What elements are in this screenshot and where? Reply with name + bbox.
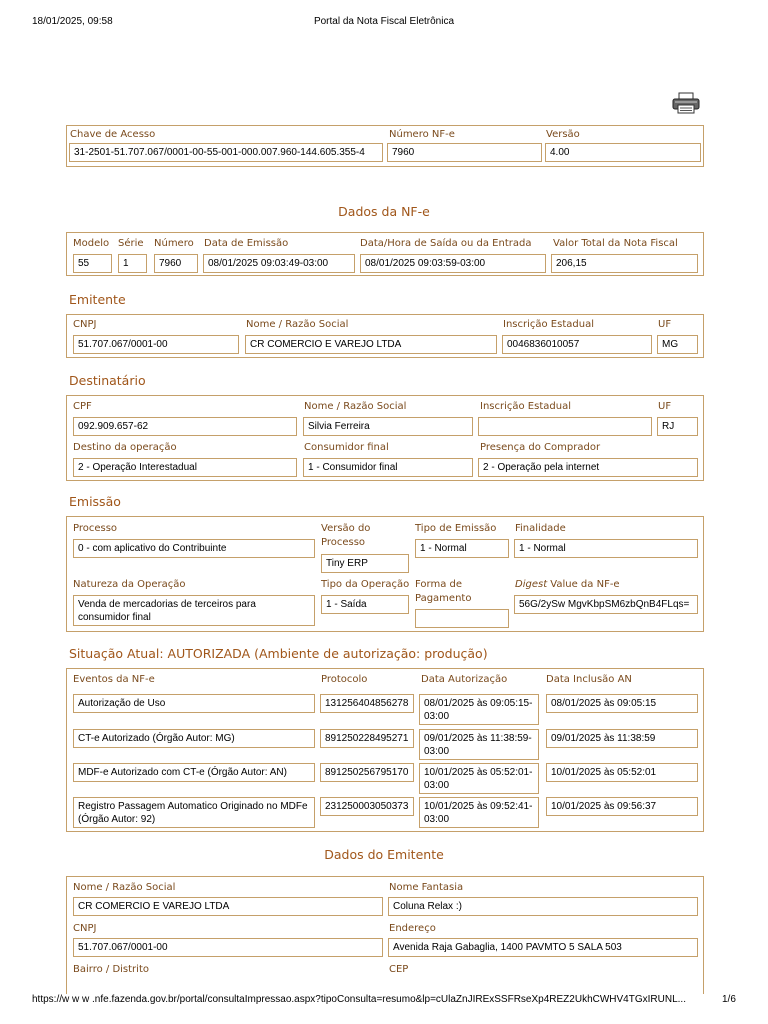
data-aut-cell: 10/01/2025 às 05:52:01-03:00 [419, 763, 539, 794]
dest-uf-label: UF [658, 401, 672, 412]
protocolo-cell: 231250003050373 [320, 797, 414, 816]
modelo-value: 55 [73, 254, 112, 273]
valor-total-value: 206,15 [551, 254, 698, 273]
versao-processo-value: Tiny ERP [321, 554, 409, 573]
nfe-number-label: Número NF-e [389, 129, 455, 140]
col-data-inc-label: Data Inclusão AN [546, 674, 632, 685]
data-aut-cell: 10/01/2025 às 09:52:41-03:00 [419, 797, 539, 828]
modelo-label: Modelo [73, 238, 110, 249]
processo-value: 0 - com aplicativo do Contribuinte [73, 539, 315, 558]
data-inc-cell: 09/01/2025 às 11:38:59 [546, 729, 698, 748]
dest-nome-value: Silvia Ferreira [303, 417, 473, 436]
dest-cpf-value: 092.909.657-62 [73, 417, 297, 436]
data-inc-cell: 08/01/2025 às 09:05:15 [546, 694, 698, 713]
tipo-emissao-value: 1 - Normal [415, 539, 509, 558]
section-title-nfe-data: Dados da NF-e [338, 204, 430, 219]
versao-processo-label: Versão do Processo [321, 523, 371, 548]
serie-value: 1 [118, 254, 147, 273]
section-title-emitente: Emitente [69, 292, 126, 307]
de-cnpj-label: CNPJ [73, 923, 97, 934]
dest-destino-label: Destino da operação [73, 442, 177, 453]
section-title-situacao: Situação Atual: AUTORIZADA (Ambiente de autorização: produção) [69, 646, 488, 661]
de-fantasia-value: Coluna Relax :) [388, 897, 698, 916]
emissao-date-value: 08/01/2025 09:03:49-03:00 [203, 254, 355, 273]
data-aut-cell: 09/01/2025 às 11:38:59-03:00 [419, 729, 539, 760]
version-value: 4.00 [545, 143, 701, 162]
emitente-ie-value: 0046836010057 [502, 335, 652, 354]
tipo-operacao-value: 1 - Saída [321, 595, 409, 614]
forma-pagamento-value [415, 609, 509, 628]
printer-icon[interactable] [671, 92, 701, 114]
finalidade-value: 1 - Normal [514, 539, 698, 558]
emitente-nome-value: CR COMERCIO E VAREJO LTDA [245, 335, 497, 354]
evento-cell: Autorização de Uso [73, 694, 315, 713]
nfe-number-value: 7960 [387, 143, 542, 162]
de-endereco-value: Avenida Raja Gabaglia, 1400 PAVMTO 5 SALA 503 [388, 938, 698, 957]
forma-pagamento-label: Forma de Pagamento [415, 579, 472, 604]
tipo-operacao-label: Tipo da Operação [321, 579, 410, 590]
digest-label: Digest Value da NF-e [515, 579, 620, 590]
de-bairro-label: Bairro / Distrito [73, 964, 149, 975]
col-protocolo-label: Protocolo [321, 674, 368, 685]
section-title-dados-emitente: Dados do Emitente [324, 847, 444, 862]
serie-label: Série [118, 238, 144, 249]
print-page-title: Portal da Nota Fiscal Eletrônica [313, 16, 455, 27]
processo-label: Processo [73, 523, 118, 534]
protocolo-cell: 131256404856278 [320, 694, 414, 713]
saida-date-label: Data/Hora de Saída ou da Entrada [360, 238, 532, 249]
de-cnpj-value: 51.707.067/0001-00 [73, 938, 383, 957]
emitente-uf-label: UF [658, 319, 672, 330]
natureza-label: Natureza da Operação [73, 579, 186, 590]
tipo-emissao-label: Tipo de Emissão [415, 523, 497, 534]
dest-presenca-value: 2 - Operação pela internet [478, 458, 698, 477]
protocolo-cell: 891250256795170 [320, 763, 414, 782]
evento-cell: CT-e Autorizado (Órgão Autor: MG) [73, 729, 315, 748]
data-inc-cell: 10/01/2025 às 05:52:01 [546, 763, 698, 782]
version-label: Versão [546, 129, 580, 140]
dest-nome-label: Nome / Razão Social [304, 401, 407, 412]
data-aut-cell: 08/01/2025 às 09:05:15-03:00 [419, 694, 539, 725]
access-key-value: 31-2501-51.707.067/0001-00-55-001-000.007.960-144.605.355-4 [69, 143, 383, 162]
print-page-count: 1/6 [722, 994, 736, 1005]
de-nome-value: CR COMERCIO E VAREJO LTDA [73, 897, 383, 916]
col-eventos-label: Eventos da NF-e [73, 674, 155, 685]
dest-uf-value: RJ [657, 417, 698, 436]
saida-date-value: 08/01/2025 09:03:59-03:00 [360, 254, 546, 273]
de-endereco-label: Endereço [389, 923, 436, 934]
emitente-cnpj-label: CNPJ [73, 319, 97, 330]
data-inc-cell: 10/01/2025 às 09:56:37 [546, 797, 698, 816]
print-url: https://w w w .nfe.fazenda.gov.br/portal/consultaImpressao.aspx?tipoConsulta=resumo&lp=cUlaZnJIRExSSFRseXp4REZ2UkhCWHV4TGxIRUNL... [32, 994, 686, 1005]
print-datetime: 18/01/2025, 09:58 [32, 16, 113, 27]
numero-value: 7960 [154, 254, 198, 273]
evento-cell: Registro Passagem Automatico Originado no MDFe (Órgão Autor: 92) [73, 797, 315, 828]
valor-total-label: Valor Total da Nota Fiscal [553, 238, 678, 249]
dest-consumidor-label: Consumidor final [304, 442, 389, 453]
de-nome-label: Nome / Razão Social [73, 882, 176, 893]
de-cep-label: CEP [389, 964, 409, 975]
dest-ie-label: Inscrição Estadual [480, 401, 571, 412]
numero-label: Número [154, 238, 194, 249]
dest-presenca-label: Presença do Comprador [480, 442, 601, 453]
emissao-date-label: Data de Emissão [204, 238, 289, 249]
dest-destino-value: 2 - Operação Interestadual [73, 458, 297, 477]
de-fantasia-label: Nome Fantasia [389, 882, 464, 893]
dest-ie-value [478, 417, 652, 436]
section-title-emissao: Emissão [69, 494, 121, 509]
emitente-uf-value: MG [657, 335, 698, 354]
emitente-cnpj-value: 51.707.067/0001-00 [73, 335, 239, 354]
protocolo-cell: 891250228495271 [320, 729, 414, 748]
access-key-label: Chave de Acesso [70, 129, 156, 140]
col-data-aut-label: Data Autorização [421, 674, 508, 685]
emitente-ie-label: Inscrição Estadual [503, 319, 594, 330]
natureza-value: Venda de mercadorias de terceiros para consumidor final [73, 595, 315, 626]
evento-cell: MDF-e Autorizado com CT-e (Órgão Autor: AN) [73, 763, 315, 782]
emitente-nome-label: Nome / Razão Social [246, 319, 349, 330]
section-title-destinatario: Destinatário [69, 373, 146, 388]
finalidade-label: Finalidade [515, 523, 566, 534]
dest-cpf-label: CPF [73, 401, 92, 412]
dest-consumidor-value: 1 - Consumidor final [303, 458, 473, 477]
digest-value: 56G/2ySw MgvKbpSM6zbQnB4FLqs= [514, 595, 698, 614]
